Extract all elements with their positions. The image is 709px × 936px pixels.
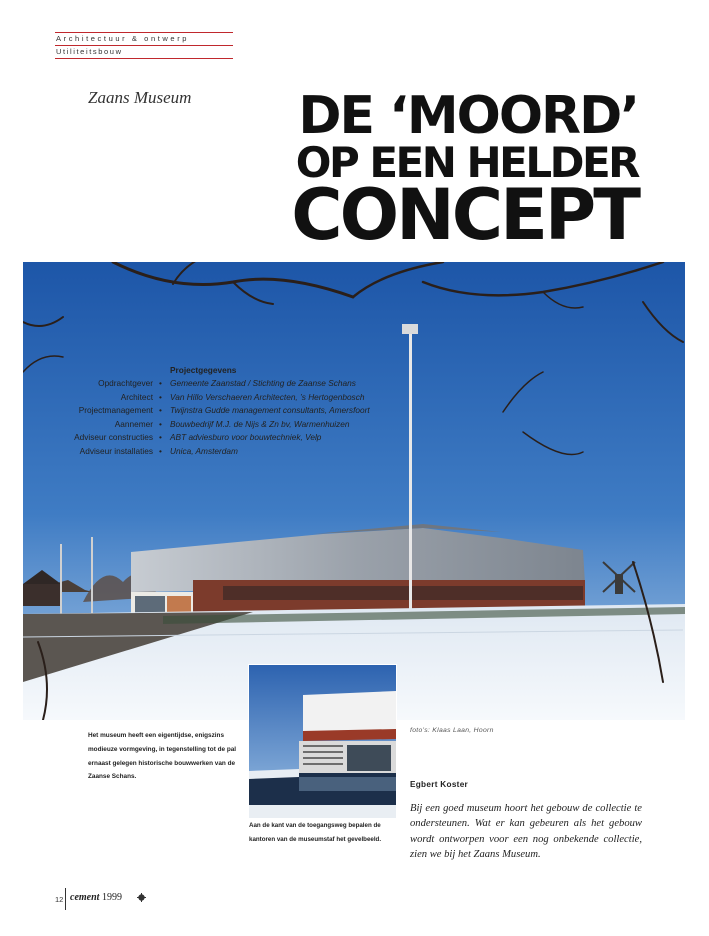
project-role: Adviseur installaties <box>79 445 153 456</box>
author-name: Egbert Koster <box>410 780 469 789</box>
project-firm: Gemeente Zaanstad / Stichting de Zaanse Schans <box>170 378 356 388</box>
project-firm: Unica, Amsterdam <box>170 445 238 456</box>
project-firm: ABT adviesburo voor bouwtechniek, Velp <box>170 432 322 442</box>
subsection-label: Utiliteitsbouw <box>56 47 123 56</box>
bullet-icon: • <box>159 432 162 442</box>
project-role: Opdrachtgever <box>98 378 153 388</box>
project-row <box>30 377 400 390</box>
project-role: Architect <box>120 391 153 402</box>
project-role: Aannemer <box>114 418 153 429</box>
magazine-title: cement <box>70 892 100 903</box>
photo-credit: foto’s: Klaas Laan, Hoorn <box>410 727 494 734</box>
bullet-icon: • <box>159 445 162 456</box>
photo-caption-main: Het museum heeft een eigentijdse, enigszins modieuze vormgeving, in tegenstelling tot de pal ernaast gelegen historische bouwwerken van de Zaanse Schans. <box>88 732 237 781</box>
project-role: Adviseur constructies <box>74 432 153 442</box>
headline-line-1: DE ‘MOORD’ <box>298 86 638 146</box>
photo-caption-inset: Aan de kant van de toegangsweg bepalen de kantoren van de museumstaf het gevelbeeld. <box>249 822 382 844</box>
project-firm: Van Hillo Verschaeren Architecten, ’s Hertogenbosch <box>170 391 365 402</box>
magazine-name <box>70 892 122 903</box>
project-role: Projectmanagement <box>78 405 153 415</box>
bullet-icon: • <box>159 405 162 415</box>
project-row <box>30 418 400 431</box>
article-intro: Bij een goed museum hoort het gebouw de collectie te ondersteunen. Wat er kan gebeuren als het gebouw wordt ontworpen voor een nog onbekende collectie, zien we bij het Zaans Museum. <box>410 803 642 860</box>
project-row <box>30 391 400 404</box>
magazine-logo-icon <box>137 893 146 902</box>
bullet-icon: • <box>159 378 162 388</box>
section-label: Architectuur & ontwerp <box>56 34 190 43</box>
header-rule-middle <box>55 45 233 46</box>
bullet-icon: • <box>159 391 162 402</box>
magazine-year: 1999 <box>101 892 122 903</box>
inset-photo <box>248 664 397 819</box>
project-row <box>30 431 400 444</box>
museum-photo <box>23 262 685 720</box>
project-row <box>30 404 400 417</box>
header-rule-top <box>55 32 233 33</box>
footer-divider <box>65 888 66 910</box>
project-firm: Twijnstra Gudde management consultants, Amersfoort <box>170 405 370 415</box>
project-row <box>30 445 400 458</box>
page-number: 12 <box>55 895 64 904</box>
bullet-icon: • <box>159 418 162 429</box>
project-data-title: Projectgegevens <box>170 365 237 375</box>
headline-line-3: CONCEPT <box>291 174 638 256</box>
headline-line-2: OP EEN HELDER <box>295 138 638 187</box>
article-subject: Zaans Museum <box>88 88 192 107</box>
project-firm: Bouwbedrijf M.J. de Nijs & Zn bv, Warmenhuizen <box>170 418 350 429</box>
header-rule-bottom <box>55 58 233 59</box>
